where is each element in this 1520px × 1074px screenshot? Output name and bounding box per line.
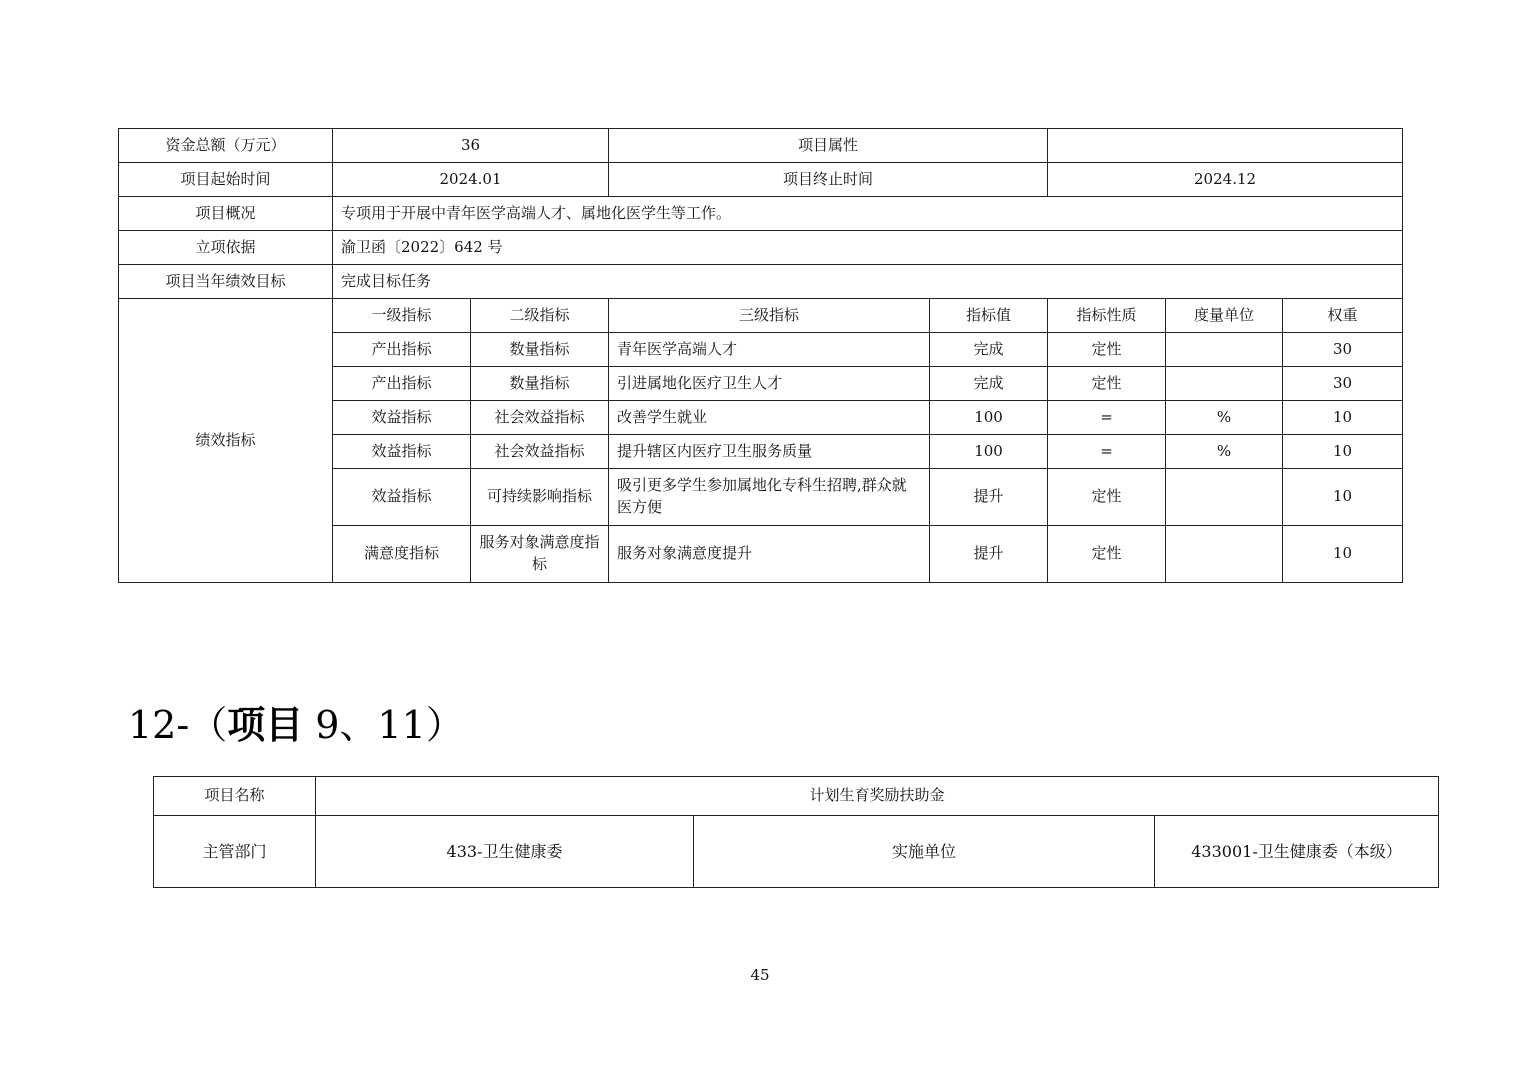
perf-unit [1166,526,1283,583]
perf-value: 完成 [930,367,1048,401]
perf-unit [1166,367,1283,401]
overview-value: 专项用于开展中青年医学高端人才、属地化医学生等工作。 [333,197,1403,231]
row-department [154,816,1439,888]
perf-level3: 改善学生就业 [609,401,930,435]
perf-value: 提升 [930,526,1048,583]
row-project-time [119,163,1403,197]
start-time-label: 项目起始时间 [119,163,333,197]
perf-level1: 效益指标 [333,401,471,435]
section-heading-suffix: 9、11） [303,703,464,747]
row-project-name [154,777,1439,816]
perf-nature: 定性 [1048,333,1166,367]
perf-indicators-label: 绩效指标 [119,299,333,583]
perf-value: 完成 [930,333,1048,367]
perf-value: 提升 [930,469,1048,526]
perf-value: 100 [930,435,1048,469]
dept-value: 433-卫生健康委 [316,816,694,888]
perf-level2: 社会效益指标 [471,401,609,435]
perf-header-cell: 一级指标 [333,299,471,333]
end-time-value: 2024.12 [1048,163,1403,197]
impl-unit-label: 实施单位 [694,816,1155,888]
perf-level2: 可持续影响指标 [471,469,609,526]
fund-total-value: 36 [333,129,609,163]
project-name-label: 项目名称 [154,777,316,816]
perf-level1: 效益指标 [333,469,471,526]
perf-level1: 效益指标 [333,435,471,469]
overview-label: 项目概况 [119,197,333,231]
perf-header-cell: 指标值 [930,299,1048,333]
perf-header-row [119,299,1403,333]
perf-header-cell: 二级指标 [471,299,609,333]
project-attr-label: 项目属性 [609,129,1048,163]
impl-unit-value: 433001-卫生健康委（本级） [1155,816,1439,888]
basis-value: 渝卫函〔2022〕642 号 [333,231,1403,265]
perf-header-cell: 三级指标 [609,299,930,333]
perf-level2: 服务对象满意度指标 [471,526,609,583]
perf-level3: 青年医学高端人才 [609,333,930,367]
project-table-1 [118,128,1403,583]
perf-level2: 数量指标 [471,333,609,367]
perf-unit [1166,333,1283,367]
fund-total-label: 资金总额（万元） [119,129,333,163]
perf-weight: 30 [1283,367,1403,401]
perf-unit [1166,469,1283,526]
perf-level3: 吸引更多学生参加属地化专科生招聘,群众就医方便 [609,469,930,526]
perf-level1: 产出指标 [333,367,471,401]
perf-weight: 10 [1283,401,1403,435]
dept-label: 主管部门 [154,816,316,888]
section-heading-prefix: 12-（ [128,703,228,747]
perf-weight: 10 [1283,469,1403,526]
perf-unit: % [1166,435,1283,469]
end-time-label: 项目终止时间 [609,163,1048,197]
basis-label: 立项依据 [119,231,333,265]
perf-nature: 定性 [1048,469,1166,526]
perf-nature: = [1048,401,1166,435]
start-time-value: 2024.01 [333,163,609,197]
perf-nature: = [1048,435,1166,469]
perf-nature: 定性 [1048,526,1166,583]
perf-value: 100 [930,401,1048,435]
project-name-value: 计划生育奖励扶助金 [316,777,1439,816]
row-overview [119,197,1403,231]
perf-header-cell: 权重 [1283,299,1403,333]
perf-level1: 产出指标 [333,333,471,367]
perf-weight: 10 [1283,435,1403,469]
section-heading-bold: 项目 [227,702,304,747]
perf-level3: 提升辖区内医疗卫生服务质量 [609,435,930,469]
section-heading [128,700,464,750]
goal-value: 完成目标任务 [333,265,1403,299]
row-basis [119,231,1403,265]
perf-level2: 社会效益指标 [471,435,609,469]
page-number: 45 [750,966,770,984]
perf-level3: 引进属地化医疗卫生人才 [609,367,930,401]
perf-level2: 数量指标 [471,367,609,401]
perf-level3: 服务对象满意度提升 [609,526,930,583]
project-table-2 [153,776,1439,888]
perf-weight: 30 [1283,333,1403,367]
goal-label: 项目当年绩效目标 [119,265,333,299]
row-goal [119,265,1403,299]
perf-header-cell: 指标性质 [1048,299,1166,333]
row-fund-total [119,129,1403,163]
perf-nature: 定性 [1048,367,1166,401]
project-attr-value [1048,129,1403,163]
perf-unit: % [1166,401,1283,435]
perf-weight: 10 [1283,526,1403,583]
perf-header-cell: 度量单位 [1166,299,1283,333]
perf-level1: 满意度指标 [333,526,471,583]
